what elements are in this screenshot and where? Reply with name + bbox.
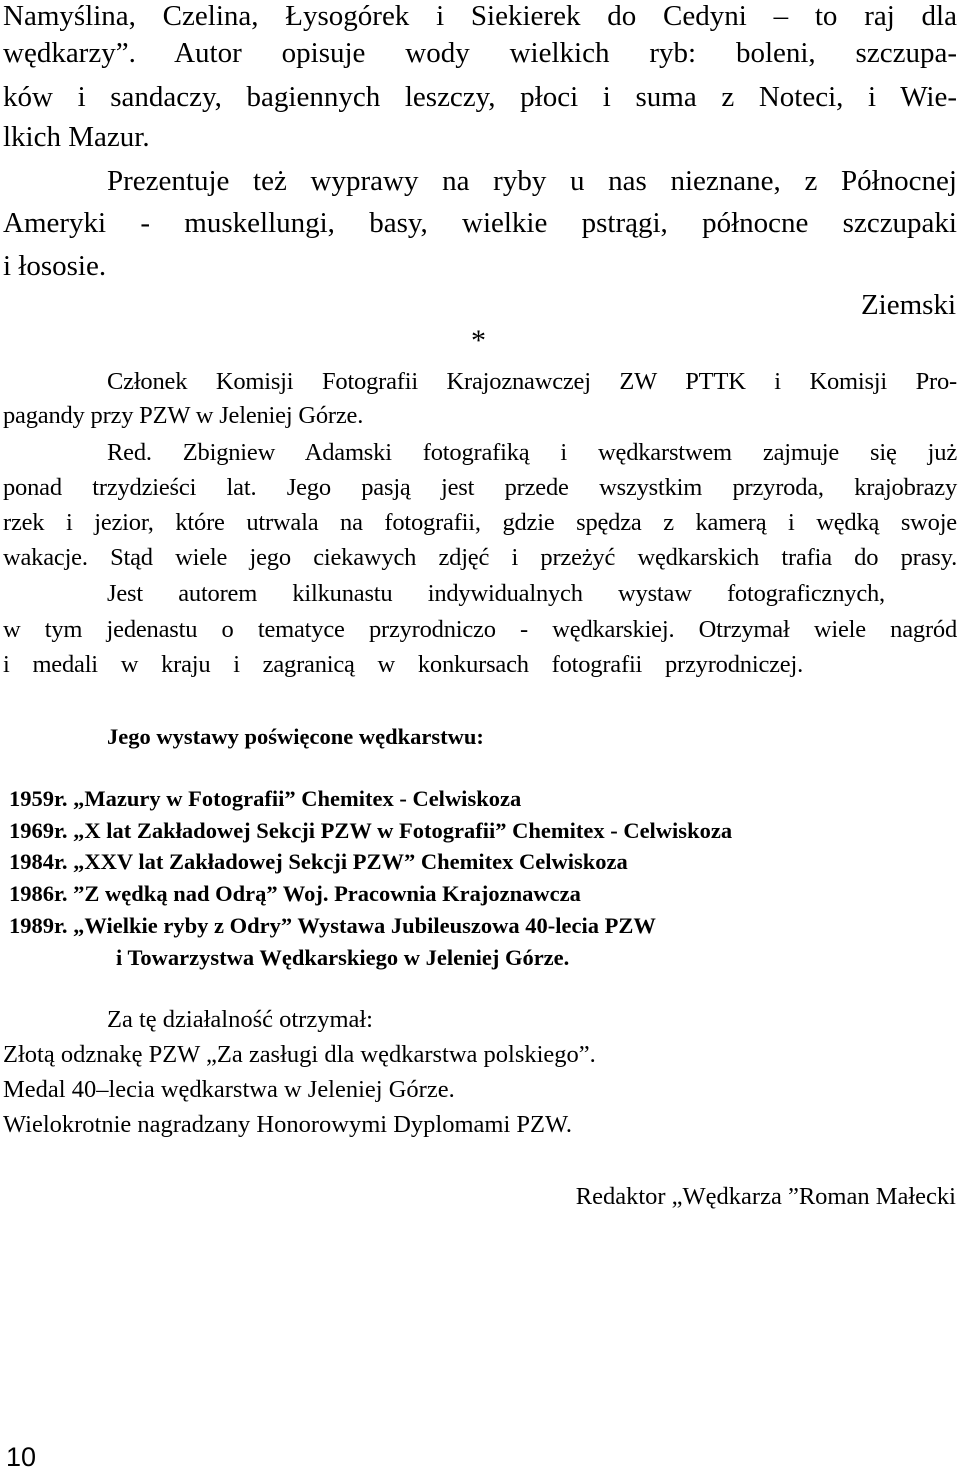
exhibition-item-continuation: i Towarzystwa Wędkarskiego w Jeleniej Górze. [116, 945, 570, 970]
bio-text-line: Red. Zbigniew Adamski fotografiką i wędkarstwem zajmuje się już [107, 439, 957, 466]
article-text-line: lkich Mazur. [3, 121, 150, 153]
award-item: Złotą odznakę PZW „Za zasługi dla wędkarstwa polskiego”. [3, 1041, 596, 1068]
exhibition-item: 1984r. „XXV lat Zakładowej Sekcji PZW” Chemitex Celwiskoza [9, 849, 628, 874]
article-text-line: ków i sandaczy, bagiennych leszczy, płoci i suma z Noteci, i Wie- [3, 81, 957, 113]
article-text-line: wędkarzy”. Autor opisuje wody wielkich ryb: boleni, szczupa- [3, 37, 957, 69]
article-text-line: Prezentuje też wyprawy na ryby u nas nieznane, z Północnej [107, 165, 957, 197]
bio-text-line: Członek Komisji Fotografii Krajoznawczej ZW PTTK i Komisji Pro- [107, 368, 957, 395]
editor-signature: Redaktor „Wędkarza ”Roman Małecki [575, 1183, 956, 1210]
page-number: 10 [6, 1442, 37, 1472]
section-separator: * [471, 324, 486, 357]
exhibition-item: 1969r. „X lat Zakładowej Sekcji PZW w Fotografii” Chemitex - Celwiskoza [9, 818, 733, 843]
bio-text-line: ponad trzydzieści lat. Jego pasją jest przede wszystkim przyroda, krajobrazy [3, 474, 957, 501]
bio-text-line: wakacje. Stąd wiele jego ciekawych zdjęć i przeżyć wędkarskich trafia do prasy. [3, 544, 957, 571]
exhibition-item: 1989r. „Wielkie ryby z Odry” Wystawa Jubileuszowa 40-lecia PZW [9, 913, 656, 938]
award-item: Wielokrotnie nagradzany Honorowymi Dyplomami PZW. [3, 1111, 572, 1138]
article-text-line: Ameryki - muskellungi, basy, wielkie pstrągi, północne szczupaki [3, 207, 957, 239]
bio-text-line: pagandy przy PZW w Jeleniej Górze. [3, 402, 364, 429]
article-text-line: Namyślina, Czelina, Łysogórek i Siekierek do Cedyni – to raj dla [3, 0, 957, 32]
bio-text-line: i medali w kraju i zagranicą w konkursach fotografii przyrodniczej. [3, 651, 803, 678]
bio-text-line: rzek i jezior, które utrwala na fotografii, gdzie spędza z kamerą i wędką swoje [3, 509, 957, 536]
author-signature: Ziemski [860, 289, 956, 321]
article-text-line: i łososie. [3, 250, 107, 282]
award-item: Medal 40–lecia wędkarstwa w Jeleniej Górze. [3, 1076, 455, 1103]
bio-text-line: w tym jedenastu o tematyce przyrodniczo - wędkarskiej. Otrzymał wiele nagród [3, 616, 957, 643]
exhibition-item: 1959r. „Mazury w Fotografii” Chemitex - Celwiskoza [9, 786, 522, 811]
bio-text-line: Jest autorem kilkunastu indywidualnych wystaw fotograficznych, [107, 580, 885, 607]
exhibitions-heading: Jego wystawy poświęcone wędkarstwu: [107, 724, 484, 749]
awards-heading: Za tę działalność otrzymał: [107, 1006, 373, 1033]
exhibition-item: 1986r. ”Z wędką nad Odrą” Woj. Pracownia Krajoznawcza [9, 881, 581, 906]
